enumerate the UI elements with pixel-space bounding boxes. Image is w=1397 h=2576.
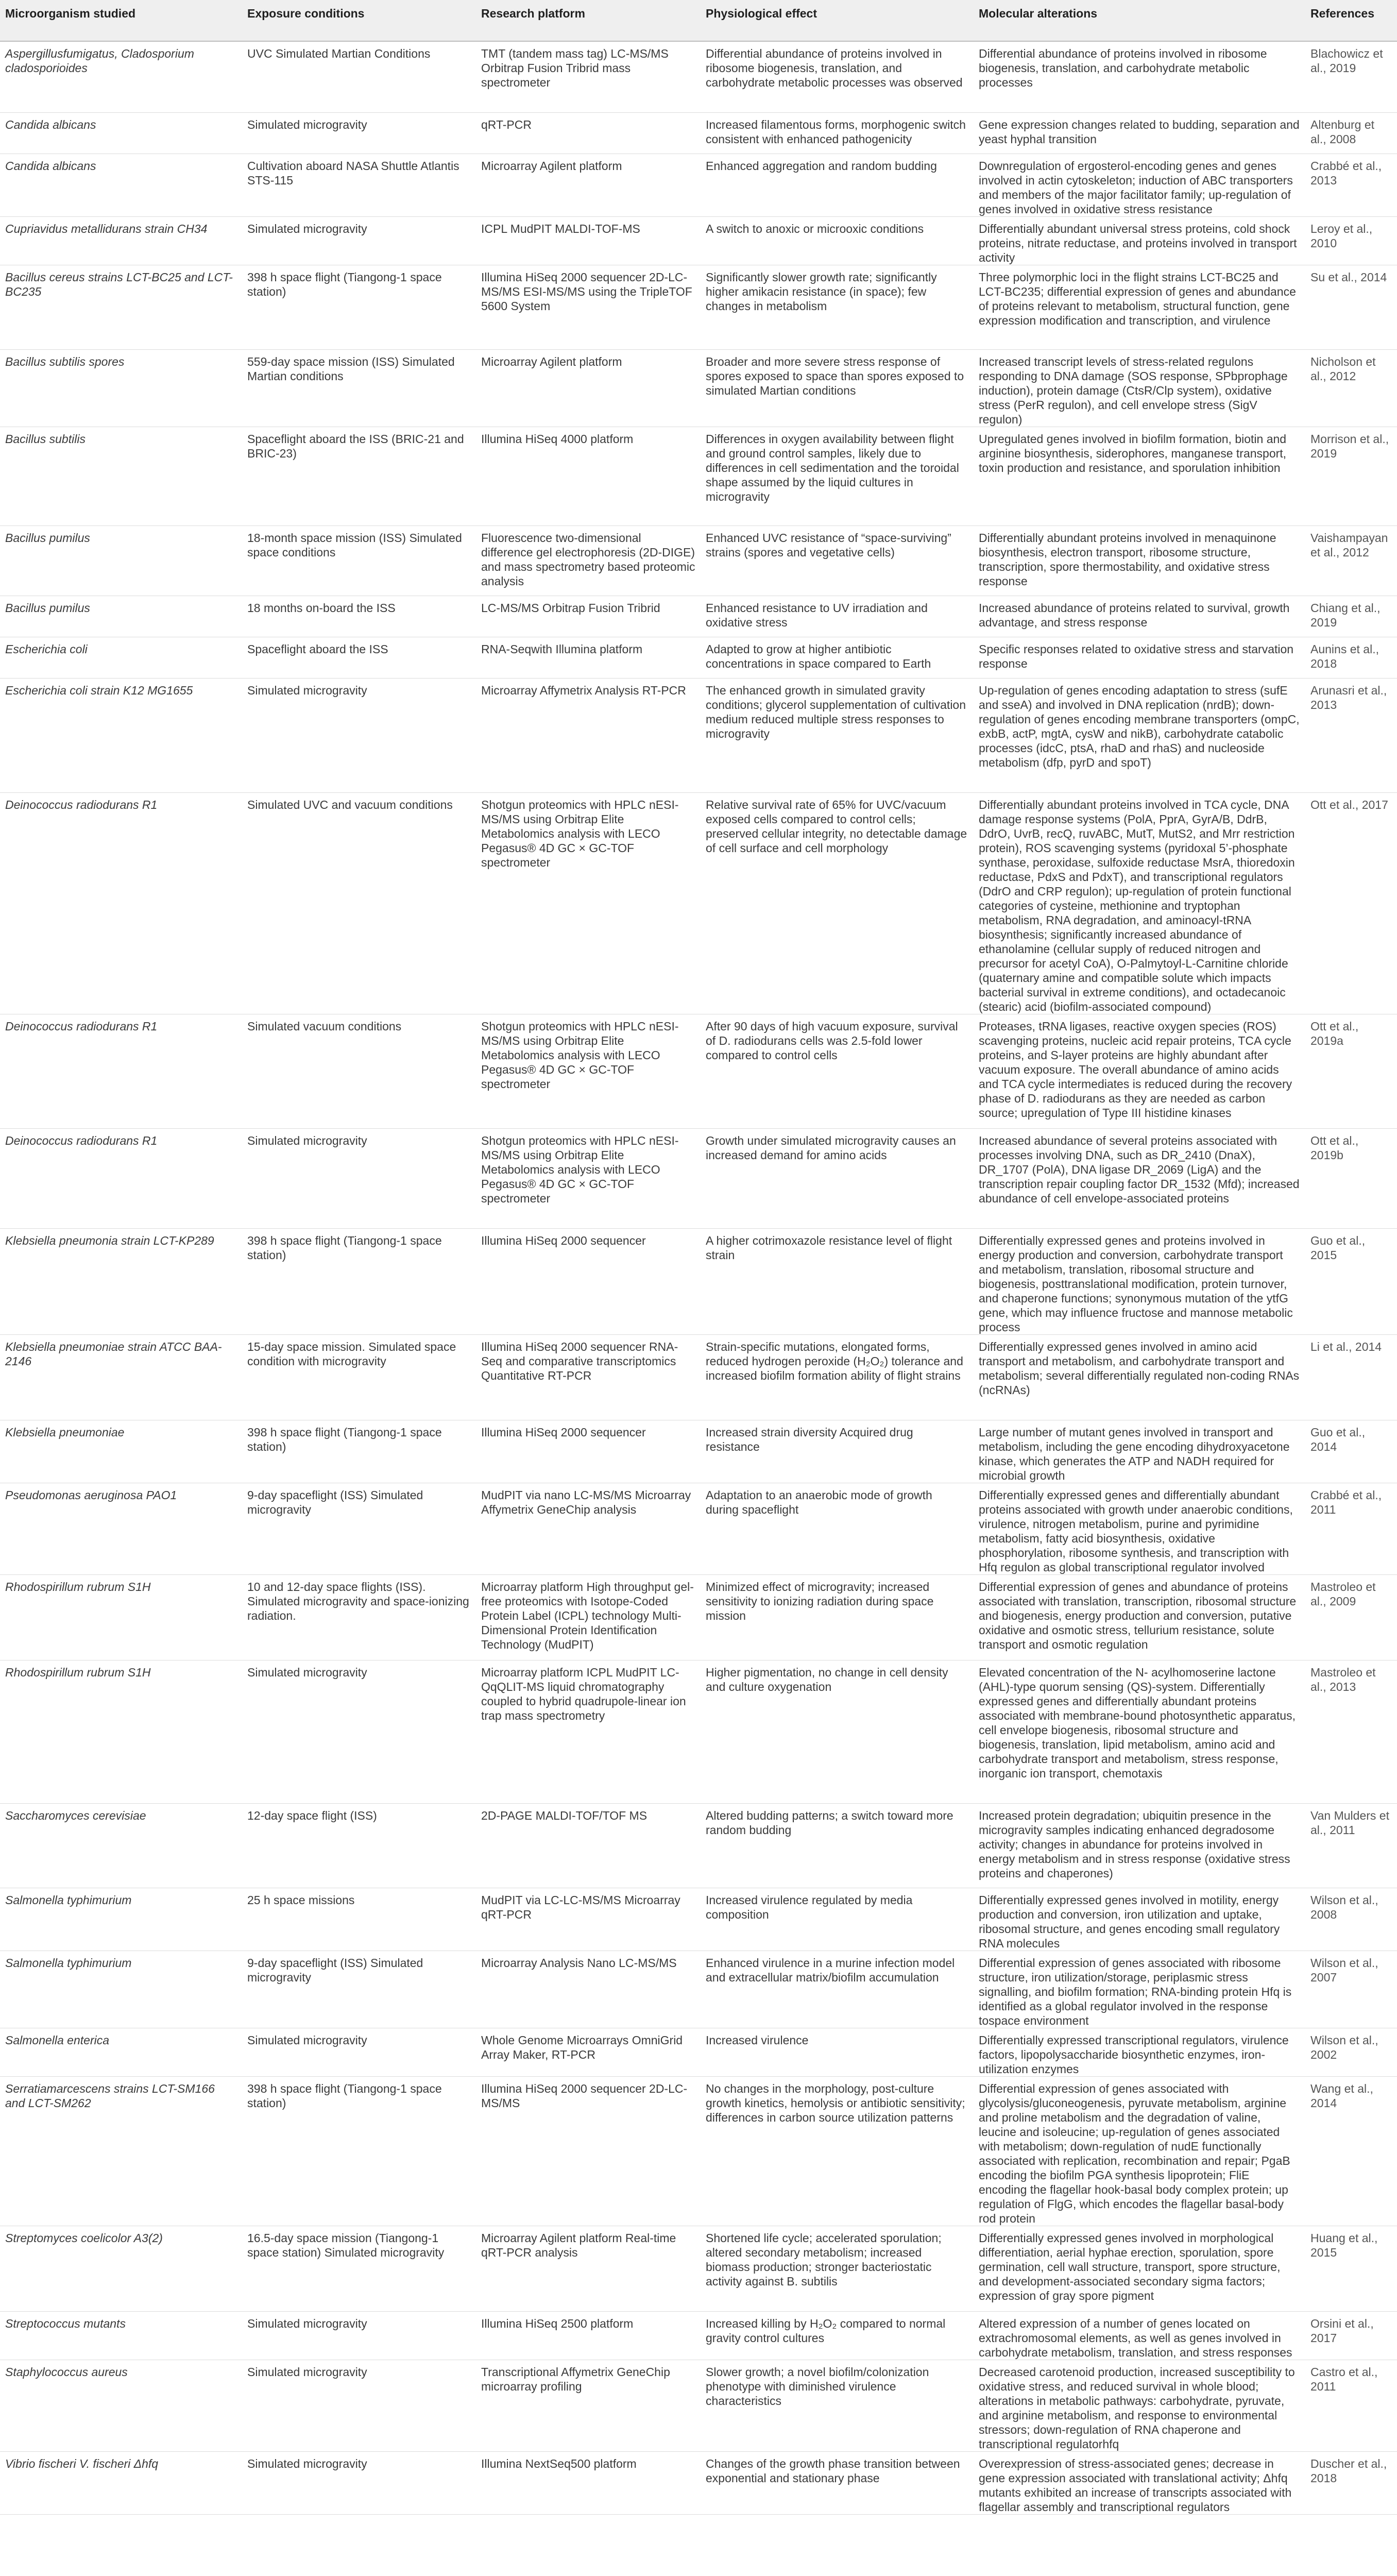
cell-physiological-effect: Altered budding patterns; a switch toward more random budding (701, 1803, 974, 1888)
header-exposure: Exposure conditions (242, 0, 476, 41)
cell-exposure: Spaceflight aboard the ISS (BRIC-21 and BRIC-23) (242, 427, 476, 526)
cell-physiological-effect: A higher cotrimoxazole resistance level of flight strain (701, 1228, 974, 1334)
cell-physiological-effect: Enhanced resistance to UV irradiation and oxidative stress (701, 596, 974, 637)
header-organism: Microorganism studied (0, 0, 242, 41)
cell-organism: Bacillus subtilis (0, 427, 242, 526)
cell-platform: Illumina HiSeq 2000 sequencer 2D-LC-MS/MS (476, 2076, 701, 2226)
cell-platform: 2D-PAGE MALDI-TOF/TOF MS (476, 1803, 701, 1888)
cell-reference: Ott et al., 2017 (1305, 792, 1397, 1014)
cell-molecular-alterations: Downregulation of ergosterol-encoding genes and genes involved in actin cytoskeleton; induction of ABC transporters and members of the major facilitator family; up-regulation of genes involved in oxidative stress resistance (974, 154, 1305, 216)
table-row (0, 1420, 1397, 1483)
cell-molecular-alterations: Differential expression of genes and abundance of proteins associated with translation, transcription, ribosomal structure and biogenesis, energy production and conversion, putative oxidative and osmotic stress, tellurium resistance, solute transport and osmotic regulation (974, 1574, 1305, 1660)
cell-molecular-alterations: Differentially abundant proteins involved in TCA cycle, DNA damage response systems (PolA, PprA, GyrA/B, DdrB, DdrO, UvrB, recQ, ruvABC, MutT, MutS2, and Mrr restriction protein), ROS scavenging systems (pyridoxal 5’-phosphate synthase, peroxidase, sulfoxide reductase MsrA, thioredoxin reductase, PdxS and PdxT), and transcriptional regulators (DdrO and CRP regulon); up-regulation of protein functional categories of cysteine, methionine and tryptophan metabolism, RNA degradation, and aminoacyl-tRNA biosynthesis; significantly increased abundance of ethanolamine (cellular supply of reduced nitrogen and precursor for acetyl CoA), O-Palmytoyl-L-Carnitine chloride (quaternary amine and compatible solute which impacts bacterial survival in extreme conditions), and octadecanoic (stearic) acid (biofilm-associated compound) (974, 792, 1305, 1014)
cell-molecular-alterations: Specific responses related to oxidative stress and starvation response (974, 637, 1305, 678)
cell-physiological-effect: Broader and more severe stress response of spores exposed to space than spores exposed to simulated Martian conditions (701, 349, 974, 427)
table-row (0, 2028, 1397, 2076)
cell-molecular-alterations: Upregulated genes involved in biofilm formation, biotin and arginine biosynthesis, siderophores, manganese transport, toxin production and resistance, and sporulation inhibition (974, 427, 1305, 526)
cell-reference: Castro et al., 2011 (1305, 2360, 1397, 2451)
cell-reference: Huang et al., 2015 (1305, 2226, 1397, 2311)
cell-platform: Illumina HiSeq 2000 sequencer 2D-LC-MS/MS ESI-MS/MS using the TripleTOF 5600 System (476, 265, 701, 349)
table-row (0, 1574, 1397, 1660)
cell-physiological-effect: Adapted to grow at higher antibiotic concentrations in space compared to Earth (701, 637, 974, 678)
cell-exposure: Cultivation aboard NASA Shuttle Atlantis STS-115 (242, 154, 476, 216)
cell-platform: Microarray platform High throughput gel-free proteomics with Isotope-Coded Protein Label (ICPL) technology Multi-Dimensional Protein Identification Technology (MudPIT) (476, 1574, 701, 1660)
cell-physiological-effect: Changes of the growth phase transition between exponential and stationary phase (701, 2451, 974, 2514)
table-row (0, 678, 1397, 792)
cell-reference: Arunasri et al., 2013 (1305, 678, 1397, 792)
cell-platform: Microarray Agilent platform (476, 154, 701, 216)
cell-molecular-alterations: Increased transcript levels of stress-related regulons responding to DNA damage (SOS response, SPbprophage induction), protein damage (CtsR/Clp system), oxidative stress (PerR regulon), and cell envelope stress (SigV regulon) (974, 349, 1305, 427)
cell-reference: Altenburg et al., 2008 (1305, 112, 1397, 154)
cell-reference: Morrison et al., 2019 (1305, 427, 1397, 526)
cell-physiological-effect: Differences in oxygen availability between flight and ground control samples, likely due to differences in cell sedimentation and the toroidal shape assumed by the liquid cultures in microgravity (701, 427, 974, 526)
cell-reference: Crabbé et al., 2013 (1305, 154, 1397, 216)
cell-reference: Leroy et al., 2010 (1305, 216, 1397, 265)
cell-physiological-effect: Differential abundance of proteins involved in ribosome biogenesis, translation, and carbohydrate metabolic processes was observed (701, 41, 974, 112)
cell-organism: Deinococcus radiodurans R1 (0, 1014, 242, 1128)
cell-organism: Salmonella typhimurium (0, 1951, 242, 2028)
cell-platform: LC-MS/MS Orbitrap Fusion Tribrid (476, 596, 701, 637)
cell-molecular-alterations: Differentially expressed genes and proteins involved in energy production and conversion, carbohydrate transport and metabolism, translation, ribosomal structure and biogenesis, posttranslational modification, protein turnover, and chaperone functions; synonymous mutation of the ytfG gene, which may influence fructose and mannose metabolic process (974, 1228, 1305, 1334)
table-row (0, 41, 1397, 112)
cell-reference: Orsini et al., 2017 (1305, 2311, 1397, 2360)
cell-reference: Mastroleo et al., 2013 (1305, 1660, 1397, 1803)
cell-reference: Mastroleo et al., 2009 (1305, 1574, 1397, 1660)
table-row (0, 1228, 1397, 1334)
cell-molecular-alterations: Decreased carotenoid production, increased susceptibility to oxidative stress, and reduced survival in whole blood; alterations in metabolic pathways: carbohydrate, pyruvate, and arginine metabolism, and response to environmental stressors; down-regulation of RNA chaperone and transcriptional regulatorhfq (974, 2360, 1305, 2451)
cell-molecular-alterations: Three polymorphic loci in the flight strains LCT-BC25 and LCT-BC235; differential expression of genes and abundance of proteins relevant to metabolism, structural function, gene expression modification and transcription, and virulence (974, 265, 1305, 349)
cell-platform: Illumina HiSeq 2000 sequencer RNA-Seq and comparative transcriptomics Quantitative RT-PCR (476, 1334, 701, 1420)
cell-reference: Wang et al., 2014 (1305, 2076, 1397, 2226)
cell-reference: Nicholson et al., 2012 (1305, 349, 1397, 427)
cell-reference: Wilson et al., 2008 (1305, 1888, 1397, 1951)
cell-exposure: 15-day space mission. Simulated space condition with microgravity (242, 1334, 476, 1420)
table-row (0, 792, 1397, 1014)
cell-physiological-effect: Increased virulence (701, 2028, 974, 2076)
cell-organism: Bacillus pumilus (0, 596, 242, 637)
cell-organism: Staphylococcus aureus (0, 2360, 242, 2451)
cell-exposure: Simulated microgravity (242, 2360, 476, 2451)
cell-exposure: Simulated microgravity (242, 1128, 476, 1228)
cell-organism: Escherichia coli strain K12 MG1655 (0, 678, 242, 792)
cell-organism: Escherichia coli (0, 637, 242, 678)
cell-platform: Microarray platform ICPL MudPIT LC-QqQLIT-MS liquid chromatography coupled to hybrid quadrupole-linear ion trap mass spectrometry (476, 1660, 701, 1803)
cell-exposure: 559-day space mission (ISS) Simulated Martian conditions (242, 349, 476, 427)
cell-reference: Aunins et al., 2018 (1305, 637, 1397, 678)
cell-organism: Deinococcus radiodurans R1 (0, 1128, 242, 1228)
cell-organism: Vibrio fischeri V. fischeri Δhfq (0, 2451, 242, 2514)
cell-reference: Ott et al., 2019a (1305, 1014, 1397, 1128)
table-row (0, 1951, 1397, 2028)
cell-molecular-alterations: Differential abundance of proteins involved in ribosome biogenesis, translation, and carbohydrate metabolic processes (974, 41, 1305, 112)
cell-molecular-alterations: Differential expression of genes associated with ribosome structure, iron utilization/storage, periplasmic stress signalling, and biofilm formation; RNA-binding protein Hfq is identified as a global regulator involved in the response tospace environment (974, 1951, 1305, 2028)
cell-exposure: 10 and 12-day space flights (ISS). Simulated microgravity and space-ionizing radiation. (242, 1574, 476, 1660)
cell-physiological-effect: The enhanced growth in simulated gravity conditions; glycerol supplementation of cultivation medium reduced multiple stress responses to microgravity (701, 678, 974, 792)
table-row (0, 154, 1397, 216)
cell-exposure: 18 months on-board the ISS (242, 596, 476, 637)
cell-physiological-effect: Shortened life cycle; accelerated sporulation; altered secondary metabolism; increased biomass production; stronger bacteriostatic activity against B. subtilis (701, 2226, 974, 2311)
cell-molecular-alterations: Overexpression of stress-associated genes; decrease in gene expression associated with translational activity; Δhfq mutants exhibited an increase of transcripts associated with flagellar assembly and transcriptional regulators (974, 2451, 1305, 2514)
header-platform: Research platform (476, 0, 701, 41)
cell-reference: Wilson et al., 2007 (1305, 1951, 1397, 2028)
cell-platform: RNA-Seqwith Illumina platform (476, 637, 701, 678)
table-row (0, 1334, 1397, 1420)
cell-molecular-alterations: Large number of mutant genes involved in transport and metabolism, including the gene encoding dihydroxyacetone kinase, which generates the ATP and NADH required for microbial growth (974, 1420, 1305, 1483)
cell-exposure: Simulated microgravity (242, 2311, 476, 2360)
cell-physiological-effect: Significantly slower growth rate; significantly higher amikacin resistance (in space); few changes in metabolism (701, 265, 974, 349)
cell-platform: Illumina HiSeq 2000 sequencer (476, 1420, 701, 1483)
cell-molecular-alterations: Proteases, tRNA ligases, reactive oxygen species (ROS) scavenging proteins, nucleic acid repair proteins, TCA cycle proteins, and S-layer proteins are highly abundant after vacuum exposure. The overall abundance of amino acids and TCA cycle intermediates is reduced during the recovery phase of D. radiodurans as they are needed as carbon source; upregulation of Type III histidine kinases (974, 1014, 1305, 1128)
cell-platform: Microarray Affymetrix Analysis RT-PCR (476, 678, 701, 792)
cell-platform: Shotgun proteomics with HPLC nESI-MS/MS using Orbitrap Elite Metabolomics analysis with LECO Pegasus® 4D GC × GC-TOF spectrometer (476, 1128, 701, 1228)
table-row (0, 2226, 1397, 2311)
cell-platform: TMT (tandem mass tag) LC-MS/MS Orbitrap Fusion Tribrid mass spectrometer (476, 41, 701, 112)
cell-platform: MudPIT via nano LC-MS/MS Microarray Affymetrix GeneChip analysis (476, 1483, 701, 1574)
cell-physiological-effect: Relative survival rate of 65% for UVC/vacuum exposed cells compared to control cells; preserved cellular integrity, no detectable damage of cell surface and cell morphology (701, 792, 974, 1014)
cell-molecular-alterations: Increased abundance of proteins related to survival, growth advantage, and stress response (974, 596, 1305, 637)
cell-organism: Rhodospirillum rubrum S1H (0, 1660, 242, 1803)
cell-reference: Chiang et al., 2019 (1305, 596, 1397, 637)
cell-exposure: Simulated vacuum conditions (242, 1014, 476, 1128)
cell-platform: Illumina HiSeq 4000 platform (476, 427, 701, 526)
cell-molecular-alterations: Up-regulation of genes encoding adaptation to stress (sufE and sseA) and involved in DNA replication (nrdB); down-regulation of genes encoding membrane transporters (ompC, exbB, actP, mgtA, cysW and nikB), carbohydrate catabolic processes (idcC, ptsA, rhaD and rhaS) and nucleoside metabolism (dfp, pyrD and spoT) (974, 678, 1305, 792)
cell-exposure: 16.5-day space mission (Tiangong-1 space station) Simulated microgravity (242, 2226, 476, 2311)
cell-reference: Ott et al., 2019b (1305, 1128, 1397, 1228)
cell-organism: Pseudomonas aeruginosa PAO1 (0, 1483, 242, 1574)
cell-molecular-alterations: Increased protein degradation; ubiquitin presence in the microgravity samples indicating enhanced degradosome activity; changes in abundance for proteins involved in energy metabolism and in stress response (oxidative stress proteins and chaperones) (974, 1803, 1305, 1888)
table-row (0, 2311, 1397, 2360)
cell-organism: Salmonella typhimurium (0, 1888, 242, 1951)
table-row (0, 596, 1397, 637)
cell-physiological-effect: Adaptation to an anaerobic mode of growth during spaceflight (701, 1483, 974, 1574)
cell-exposure: Simulated microgravity (242, 678, 476, 792)
cell-organism: Candida albicans (0, 154, 242, 216)
cell-platform: qRT-PCR (476, 112, 701, 154)
cell-physiological-effect: After 90 days of high vacuum exposure, survival of D. radiodurans cells was 2.5-fold lower compared to control cells (701, 1014, 974, 1128)
table-row (0, 112, 1397, 154)
cell-organism: Aspergillusfumigatus, Cladosporium cladosporioides (0, 41, 242, 112)
cell-exposure: 12-day space flight (ISS) (242, 1803, 476, 1888)
cell-physiological-effect: Increased filamentous forms, morphogenic switch consistent with enhanced pathogenicity (701, 112, 974, 154)
cell-molecular-alterations: Differentially expressed genes involved in amino acid transport and metabolism, and carbohydrate transport and metabolism; several differentially regulated non-coding RNAs (ncRNAs) (974, 1334, 1305, 1420)
cell-platform: Fluorescence two-dimensional difference gel electrophoresis (2D-DIGE) and mass spectrometry based proteomic analysis (476, 526, 701, 596)
table-row (0, 2360, 1397, 2451)
cell-reference: Crabbé et al., 2011 (1305, 1483, 1397, 1574)
cell-platform: Microarray Agilent platform Real-time qRT-PCR analysis (476, 2226, 701, 2311)
cell-reference: Van Mulders et al., 2011 (1305, 1803, 1397, 1888)
cell-exposure: 398 h space flight (Tiangong-1 space station) (242, 2076, 476, 2226)
table-row (0, 2076, 1397, 2226)
cell-organism: Bacillus pumilus (0, 526, 242, 596)
cell-organism: Cupriavidus metallidurans strain CH34 (0, 216, 242, 265)
cell-reference: Vaishampayan et al., 2012 (1305, 526, 1397, 596)
cell-organism: Streptococcus mutants (0, 2311, 242, 2360)
cell-physiological-effect: Enhanced virulence in a murine infection model and extracellular matrix/biofilm accumulation (701, 1951, 974, 2028)
cell-physiological-effect: A switch to anoxic or microoxic conditions (701, 216, 974, 265)
cell-organism: Rhodospirillum rubrum S1H (0, 1574, 242, 1660)
cell-platform: Illumina HiSeq 2500 platform (476, 2311, 701, 2360)
table-header-row (0, 0, 1397, 41)
cell-molecular-alterations: Differentially expressed transcriptional regulators, virulence factors, lipopolysaccharide biosynthetic enzymes, iron-utilization enzymes (974, 2028, 1305, 2076)
cell-exposure: 18-month space mission (ISS) Simulated space conditions (242, 526, 476, 596)
cell-physiological-effect: Increased killing by H₂O₂ compared to normal gravity control cultures (701, 2311, 974, 2360)
header-references: References (1305, 0, 1397, 41)
cell-reference: Su et al., 2014 (1305, 265, 1397, 349)
cell-organism: Deinococcus radiodurans R1 (0, 792, 242, 1014)
cell-physiological-effect: Higher pigmentation, no change in cell density and culture oxygenation (701, 1660, 974, 1803)
cell-organism: Streptomyces coelicolor A3(2) (0, 2226, 242, 2311)
cell-physiological-effect: Enhanced UVC resistance of “space-surviving” strains (spores and vegetative cells) (701, 526, 974, 596)
cell-organism: Bacillus subtilis spores (0, 349, 242, 427)
cell-molecular-alterations: Differential expression of genes associated with glycolysis/gluconeogenesis, pyruvate metabolism, arginine and proline metabolism and the degradation of valine, leucine and isoleucine; up-regulation of genes associated with metabolism; down-regulation of nudE functionally associated with replication, recombination and repair; PgaB encoding the biofilm PGA synthesis lipoprotein; FliE encoding the flagellar hook-basal body complex protein; up regulation of FlgG, which encodes the flagellar basal-body rod protein (974, 2076, 1305, 2226)
cell-exposure: UVC Simulated Martian Conditions (242, 41, 476, 112)
table-row (0, 1660, 1397, 1803)
cell-platform: Illumina NextSeq500 platform (476, 2451, 701, 2514)
cell-exposure: Simulated microgravity (242, 216, 476, 265)
cell-platform: Illumina HiSeq 2000 sequencer (476, 1228, 701, 1334)
cell-exposure: 9-day spaceflight (ISS) Simulated microgravity (242, 1483, 476, 1574)
cell-exposure: 398 h space flight (Tiangong-1 space station) (242, 1228, 476, 1334)
cell-platform: ICPL MudPIT MALDI-TOF-MS (476, 216, 701, 265)
cell-exposure: 398 h space flight (Tiangong-1 space station) (242, 1420, 476, 1483)
cell-organism: Bacillus cereus strains LCT-BC25 and LCT-BC235 (0, 265, 242, 349)
header-molecular-alterations: Molecular alterations (974, 0, 1305, 41)
table-row (0, 216, 1397, 265)
cell-platform: Whole Genome Microarrays OmniGrid Array Maker, RT-PCR (476, 2028, 701, 2076)
cell-physiological-effect: Slower growth; a novel biofilm/colonization phenotype with diminished virulence characteristics (701, 2360, 974, 2451)
cell-molecular-alterations: Elevated concentration of the N- acylhomoserine lactone (AHL)-type quorum sensing (QS)-system. Differentially expressed genes and differentially abundant proteins associated with membrane-bound photosynthetic apparatus, cell envelope biogenesis, ribosomal structure and biogenesis, translation, lipid metabolism, amino acid and carbohydrate transport and metabolism, stress response, inorganic ion transport, chemotaxis (974, 1660, 1305, 1803)
cell-molecular-alterations: Differentially expressed genes involved in motility, energy production and conversion, iron utilization and uptake, ribosomal structure, and genes encoding small regulatory RNA molecules (974, 1888, 1305, 1951)
table-row (0, 526, 1397, 596)
cell-organism: Candida albicans (0, 112, 242, 154)
cell-organism: Saccharomyces cerevisiae (0, 1803, 242, 1888)
cell-platform: Shotgun proteomics with HPLC nESI-MS/MS using Orbitrap Elite Metabolomics analysis with LECO Pegasus® 4D GC × GC-TOF spectrometer (476, 1014, 701, 1128)
cell-exposure: 9-day spaceflight (ISS) Simulated microgravity (242, 1951, 476, 2028)
cell-physiological-effect: Increased virulence regulated by media composition (701, 1888, 974, 1951)
cell-exposure: Simulated microgravity (242, 112, 476, 154)
cell-reference: Blachowicz et al., 2019 (1305, 41, 1397, 112)
cell-molecular-alterations: Differentially expressed genes involved in morphological differentiation, aerial hyphae erection, sporulation, spore germination, cell wall structure, transport, spore structure, and development-associated secondary sigma factors; expression of gray spore pigment (974, 2226, 1305, 2311)
cell-exposure: Simulated microgravity (242, 1660, 476, 1803)
cell-molecular-alterations: Gene expression changes related to budding, separation and yeast hyphal transition (974, 112, 1305, 154)
cell-physiological-effect: Strain-specific mutations, elongated forms, reduced hydrogen peroxide (H₂O₂) tolerance and increased biofilm formation ability of flight strains (701, 1334, 974, 1420)
cell-organism: Serratiamarcescens strains LCT-SM166 and LCT-SM262 (0, 2076, 242, 2226)
cell-reference: Guo et al., 2015 (1305, 1228, 1397, 1334)
table-body (0, 41, 1397, 2514)
header-physiological-effect: Physiological effect (701, 0, 974, 41)
cell-organism: Salmonella enterica (0, 2028, 242, 2076)
cell-reference: Li et al., 2014 (1305, 1334, 1397, 1420)
cell-organism: Klebsiella pneumoniae strain ATCC BAA-2146 (0, 1334, 242, 1420)
cell-exposure: 398 h space flight (Tiangong-1 space station) (242, 265, 476, 349)
cell-platform: Transcriptional Affymetrix GeneChip microarray profiling (476, 2360, 701, 2451)
cell-molecular-alterations: Differentially abundant universal stress proteins, cold shock proteins, nitrate reductase, and proteins involved in transport activity (974, 216, 1305, 265)
cell-exposure: Simulated microgravity (242, 2028, 476, 2076)
cell-exposure: Spaceflight aboard the ISS (242, 637, 476, 678)
table-row (0, 637, 1397, 678)
cell-reference: Duscher et al., 2018 (1305, 2451, 1397, 2514)
table-row (0, 265, 1397, 349)
cell-platform: MudPIT via LC-LC-MS/MS Microarray qRT-PCR (476, 1888, 701, 1951)
table-row (0, 1483, 1397, 1574)
cell-platform: Shotgun proteomics with HPLC nESI-MS/MS using Orbitrap Elite Metabolomics analysis with LECO Pegasus® 4D GC × GC-TOF spectrometer (476, 792, 701, 1014)
cell-molecular-alterations: Altered expression of a number of genes located on extrachromosomal elements, as well as genes involved in carbohydrate metabolism, translation, and stress responses (974, 2311, 1305, 2360)
table-row (0, 1888, 1397, 1951)
cell-physiological-effect: Enhanced aggregation and random budding (701, 154, 974, 216)
cell-organism: Klebsiella pneumonia strain LCT-KP289 (0, 1228, 242, 1334)
table-row (0, 1128, 1397, 1228)
table-row (0, 349, 1397, 427)
cell-molecular-alterations: Differentially abundant proteins involved in menaquinone biosynthesis, electron transport, ribosome structure, transcription, spore thermostability, and oxidative stress response (974, 526, 1305, 596)
cell-organism: Klebsiella pneumoniae (0, 1420, 242, 1483)
cell-reference: Wilson et al., 2002 (1305, 2028, 1397, 2076)
cell-physiological-effect: Growth under simulated microgravity causes an increased demand for amino acids (701, 1128, 974, 1228)
cell-physiological-effect: Minimized effect of microgravity; increased sensitivity to ionizing radiation during space mission (701, 1574, 974, 1660)
cell-reference: Guo et al., 2014 (1305, 1420, 1397, 1483)
cell-molecular-alterations: Increased abundance of several proteins associated with processes involving DNA, such as DR_2410 (DnaX), DR_1707 (PolA), DNA ligase DR_2069 (LigA) and the transcription repair coupling factor DR_1532 (Mfd); increased abundance of cell envelope-associated proteins (974, 1128, 1305, 1228)
cell-physiological-effect: Increased strain diversity Acquired drug resistance (701, 1420, 974, 1483)
cell-platform: Microarray Agilent platform (476, 349, 701, 427)
table-row (0, 1803, 1397, 1888)
table-row (0, 1014, 1397, 1128)
table-row (0, 427, 1397, 526)
cell-physiological-effect: No changes in the morphology, post-culture growth kinetics, hemolysis or antibiotic sensitivity; differences in carbon source utilization patterns (701, 2076, 974, 2226)
table-row (0, 2451, 1397, 2514)
cell-exposure: 25 h space missions (242, 1888, 476, 1951)
cell-exposure: Simulated microgravity (242, 2451, 476, 2514)
cell-platform: Microarray Analysis Nano LC-MS/MS (476, 1951, 701, 2028)
cell-exposure: Simulated UVC and vacuum conditions (242, 792, 476, 1014)
cell-molecular-alterations: Differentially expressed genes and differentially abundant proteins associated with growth under anaerobic conditions, virulence, nitrogen metabolism, purine and pyrimidine metabolism, fatty acid biosynthesis, oxidative phosphorylation, ribosome synthesis, and transcription with Hfq regulon as global transcriptional regulator involved (974, 1483, 1305, 1574)
